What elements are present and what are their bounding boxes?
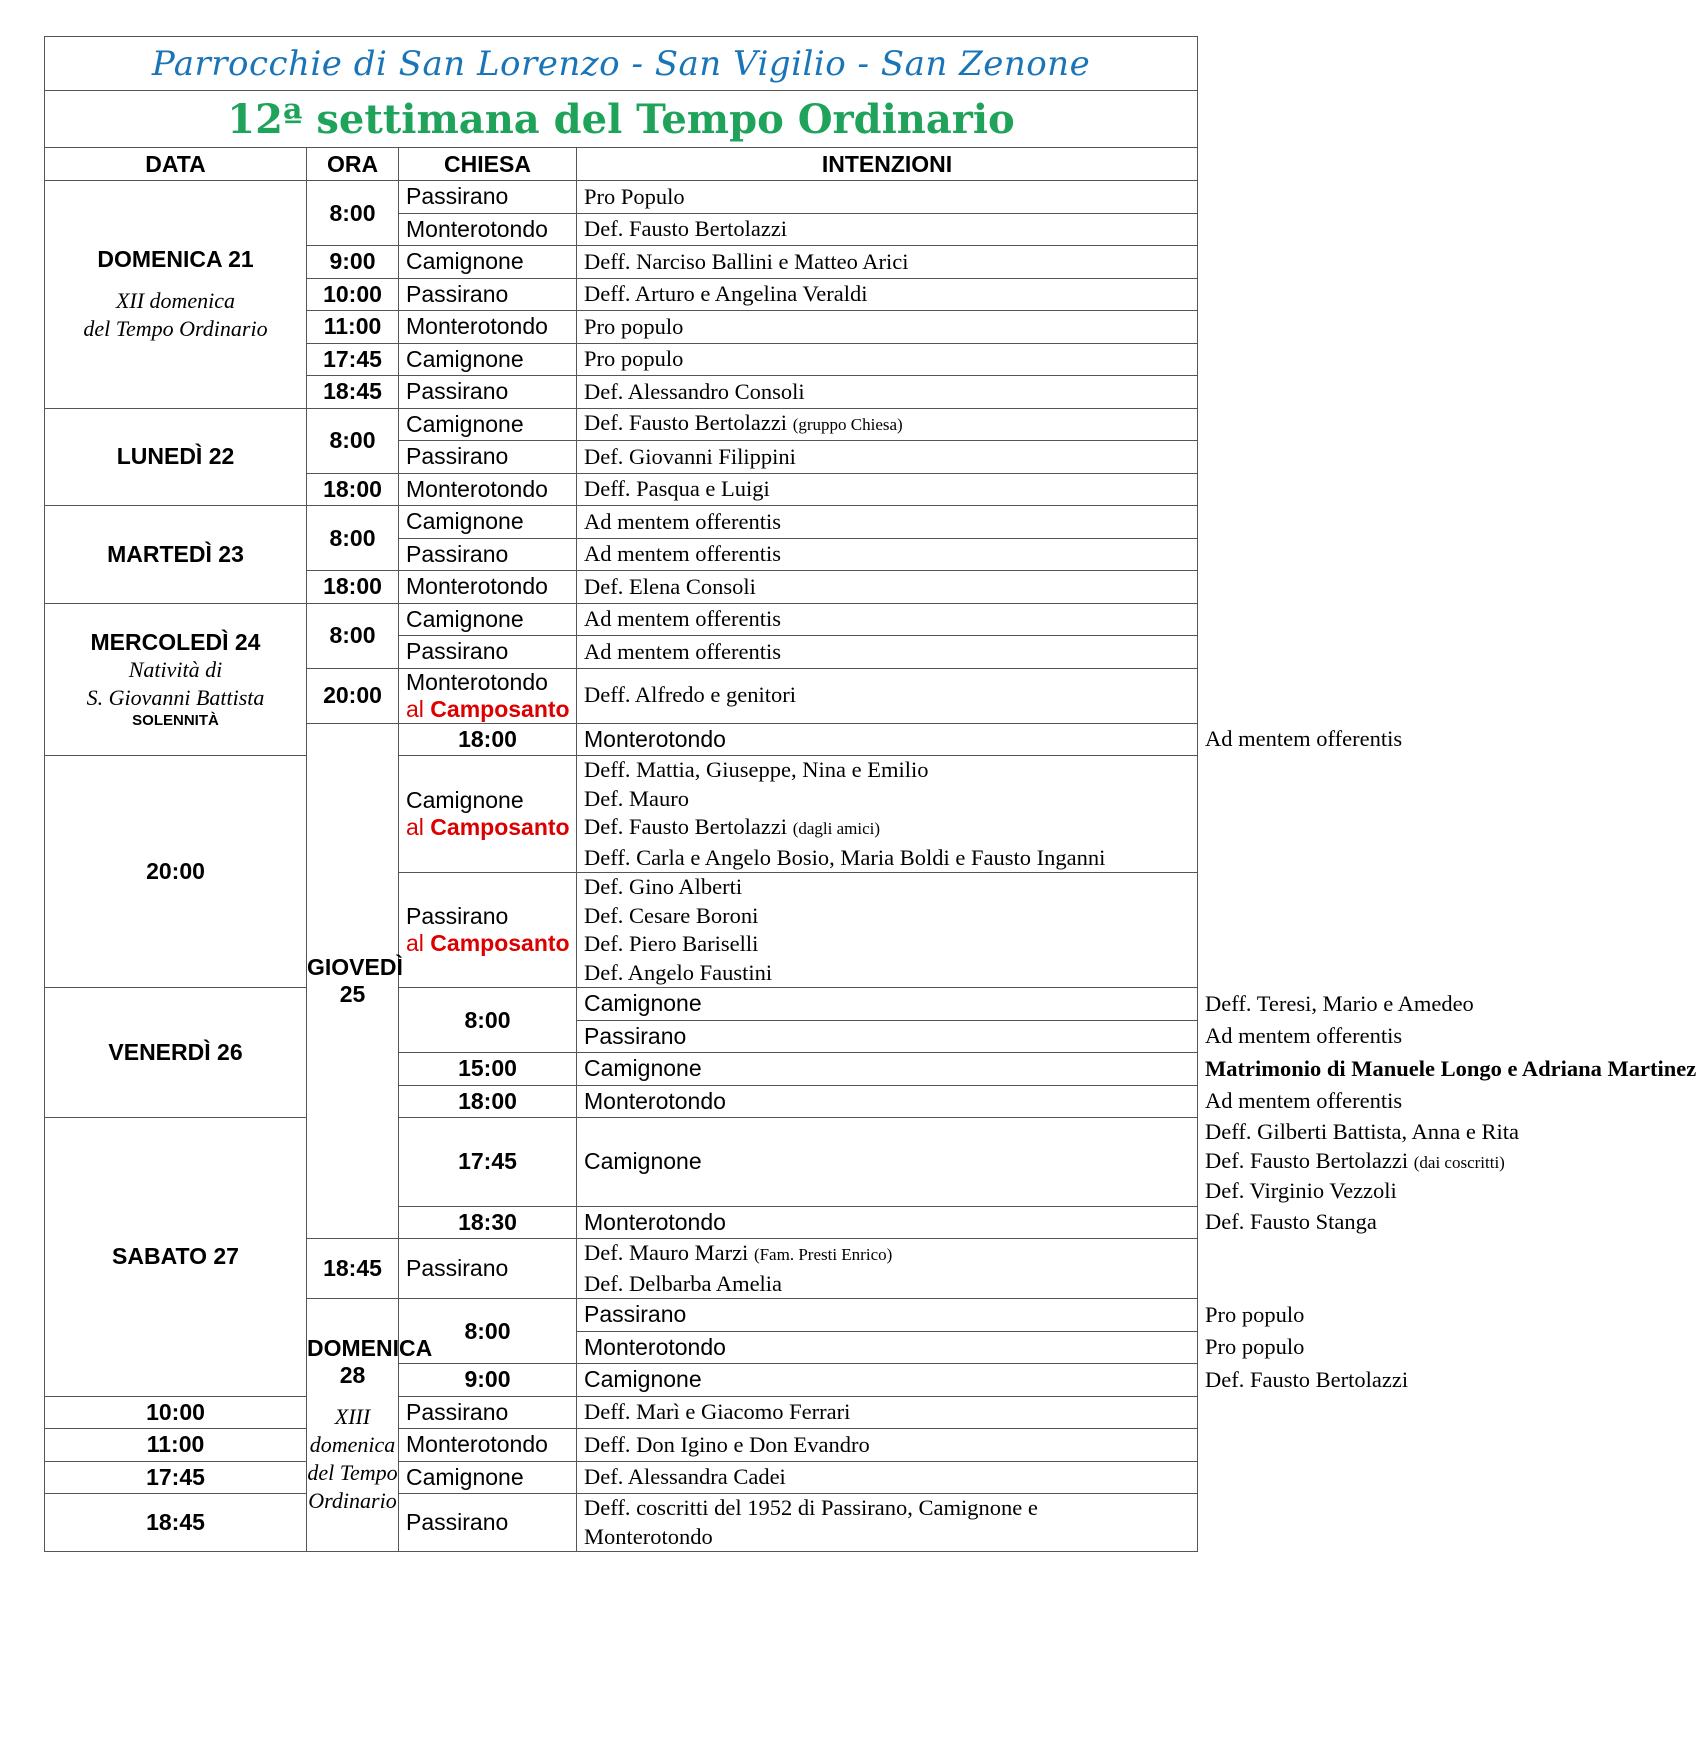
intention-text: Ad mentem offerentis [584,508,782,534]
church-name: Monterotondo [584,725,726,752]
church-cell [399,538,577,571]
intention-text: Def. Mauro [584,785,689,811]
mass-time: 18:00 [399,1085,577,1118]
church-name: Passirano [406,1255,509,1281]
schedule-row [45,603,1198,636]
intention-line [584,1494,1197,1523]
intention-donor-note: (gruppo Chiesa) [792,415,903,434]
day-name: DOMENICA 21 [97,245,254,272]
church-cell [399,278,577,311]
church-cell [577,1085,1198,1118]
schedule-row [45,1429,1198,1462]
schedule-row [45,988,1198,1021]
mass-time: 18:45 [307,376,399,409]
schedule-row [45,756,1198,873]
intention-line [584,785,1197,814]
church-cell [399,756,577,873]
mass-time: 8:00 [307,408,399,473]
mass-time: 20:00 [307,668,399,723]
intention-text: Deff. Alfredo e genitori [584,682,797,708]
day-name: GIOVEDÌ 25 [307,953,403,1007]
cemetery-word: Camposanto [430,814,570,840]
church-cell [577,1020,1198,1053]
mass-time: 10:00 [307,278,399,311]
church-name: Passirano [406,1398,509,1425]
church-cell [577,1118,1198,1207]
day-cell [45,988,307,1118]
intention-text: Def. Fausto Bertolazzi [1205,1147,1409,1173]
intentions-cell [577,756,1198,873]
intention-text: Deff. Mattia, Giuseppe, Nina e Emilio [584,757,929,782]
church-name: Passirano [406,638,509,665]
mass-time: 15:00 [399,1053,577,1086]
intention-line [584,844,1197,873]
intention-text: Def. Alessandra Cadei [584,1464,786,1489]
column-header-intentions: INTENZIONI [577,148,1198,181]
intention-text: Def. Fausto Bertolazzi [584,410,788,435]
cemetery-word: Camposanto [430,695,570,722]
mass-time: 8:00 [307,603,399,668]
intention-line [584,475,1197,504]
intention-text: Deff. coscritti del 1952 di Passirano, Camignone e [584,1495,1038,1520]
cemetery-prefix: al [406,930,424,956]
intention-line [584,409,1197,440]
intention-text: Deff. Teresi, Mario e Amedeo [1205,990,1474,1016]
intention-text: Ad mentem offerentis [584,541,782,566]
intentions-cell [577,246,1198,279]
church-cell [399,603,577,636]
day-cell [307,1299,433,1552]
day-spacer [45,273,306,287]
intention-line [584,1431,1197,1460]
church-name: Passirano [406,540,509,567]
cemetery-location [406,814,576,841]
intention-line [584,1270,1197,1299]
mass-time: 8:00 [307,506,399,571]
intention-text: Deff. Carla e Angelo Bosio, Maria Boldi e Fausto Inganni [584,844,1106,870]
day-cell [45,408,307,506]
church-cell [577,1299,1198,1332]
mass-time: 18:00 [399,723,577,756]
church-cell [399,246,577,279]
mass-time: 18:45 [307,1239,399,1299]
intention-text: Def. Delbarba Amelia [584,1270,783,1296]
intention-text: Def. Virginio Vezzoli [1205,1178,1397,1203]
intention-text: Deff. Marì e Giacomo Ferrari [584,1399,851,1424]
intention-text: Deff. Don Igino e Don Evandro [584,1431,870,1457]
intention-text: Def. Fausto Stanga [1205,1209,1377,1234]
intentions-cell [577,311,1198,344]
intention-line [584,443,1197,472]
church-name: Monterotondo [406,668,548,695]
church-name: Camignone [406,508,524,535]
intention-text: Monterotondo [584,1523,713,1549]
intention-text: Ad mentem offerentis [1205,1023,1403,1048]
liturgical-note: del Tempo Ordinario [307,1460,398,1513]
schedule-row [45,1494,1198,1552]
church-name: Passirano [406,378,509,405]
day-name: DOMENICA 28 [307,1335,433,1388]
intentions-cell [577,603,1198,636]
church-cell [399,1396,577,1429]
intention-line [584,508,1197,537]
intention-line [584,930,1197,959]
intention-text: Def. Fausto Bertolazzi [584,814,788,839]
intention-text: Deff. Pasqua e Luigi [584,476,770,501]
church-name: Passirano [406,443,509,470]
intentions-cell [577,571,1198,604]
church-name: Camignone [406,410,524,437]
church-name: Camignone [584,1366,702,1393]
day-cell [45,603,307,756]
day-name: MERCOLEDÌ 24 [90,629,261,656]
liturgical-note: XII domenica [115,287,236,313]
church-cell [399,873,577,988]
intention-line [584,280,1197,309]
schedule-row [45,506,1198,539]
day-name: SABATO 27 [112,1243,239,1270]
schedule-row [45,408,1198,441]
liturgical-note: XIII domenica [309,1404,396,1457]
intention-line [584,681,1197,710]
church-cell [399,571,577,604]
intention-line [584,638,1197,667]
church-name: Camignone [406,248,524,275]
mass-time: 9:00 [399,1364,577,1397]
church-cell [399,343,577,376]
intentions-cell [577,1461,1198,1494]
intention-text: Def. Cesare Boroni [584,902,759,928]
intention-line [584,313,1197,342]
intention-line [584,605,1197,634]
intention-text: Def. Fausto Bertolazzi [1205,1366,1409,1392]
mass-time: 9:00 [307,246,399,279]
intention-line [584,959,1197,988]
church-cell [399,473,577,506]
day-name: LUNEDÌ 22 [116,443,235,470]
intention-text: Ad mentem offerentis [1205,726,1403,751]
schedule-row [45,1396,1198,1429]
cemetery-prefix: al [406,695,424,722]
intentions-cell [577,668,1198,723]
church-cell [399,408,577,441]
day-name: MARTEDÌ 23 [107,540,244,567]
intention-text: Matrimonio di Manuele Longo e Adriana Martinez [1205,1055,1696,1081]
intentions-cell [577,1494,1198,1552]
intentions-cell [577,538,1198,571]
intention-donor-note: (dai coscritti) [1413,1152,1505,1172]
liturgical-note: S. Giovanni Battista [86,685,265,711]
church-name: Monterotondo [584,1208,726,1235]
church-cell [577,1206,1198,1239]
intention-line [584,1239,1197,1270]
intention-text: Def. Angelo Faustini [584,959,773,985]
church-name: Passirano [406,1509,509,1535]
intentions-cell [577,441,1198,474]
church-name: Monterotondo [406,215,548,242]
church-cell [577,723,1198,756]
day-cell [45,1118,307,1397]
cemetery-prefix: al [406,814,424,840]
intention-line [584,215,1197,244]
intention-text: Deff. Narciso Ballini e Matteo Arici [584,248,909,274]
cemetery-location [406,696,576,723]
church-name: Passirano [584,1301,687,1328]
liturgical-note: Natività di [128,657,223,683]
church-cell [577,1331,1198,1364]
intentions-cell [577,1429,1198,1462]
church-cell [399,668,577,723]
intention-text: Ad mentem offerentis [1205,1088,1403,1113]
intentions-cell [577,1239,1198,1299]
mass-time: 8:00 [399,1299,577,1364]
intention-donor-note: (dagli amici) [792,819,881,838]
church-name: Camignone [406,787,524,813]
church-cell [399,636,577,669]
intention-line [584,1398,1197,1427]
intention-text: Def. Alessandro Consoli [584,378,805,404]
church-cell [399,213,577,246]
intention-line [584,540,1197,569]
intention-text: Ad mentem offerentis [584,638,782,664]
schedule-row [45,181,1198,214]
church-cell [399,376,577,409]
intention-line [584,756,1197,785]
intention-line [584,183,1197,212]
church-name: Camignone [584,990,702,1017]
intention-line [584,873,1197,902]
mass-time: 17:45 [399,1118,577,1207]
intention-line [584,378,1197,407]
intentions-cell [577,873,1198,988]
mass-time: 18:30 [399,1206,577,1239]
column-header-time: ORA [307,148,399,181]
church-cell [399,506,577,539]
day-cell [307,723,403,1239]
intentions-cell [577,408,1198,441]
intention-text: Def. Fausto Bertolazzi [584,216,788,241]
intention-donor-note: (Fam. Presti Enrico) [753,1245,893,1264]
column-header-row [45,148,1198,181]
church-name: Passirano [584,1022,687,1049]
church-name: Monterotondo [406,573,548,600]
week-title-text: 12ª settimana del Tempo Ordinario [227,95,1015,143]
mass-time: 11:00 [307,311,399,344]
mass-time: 8:00 [307,181,399,246]
church-cell [399,1239,577,1299]
intentions-cell [577,1396,1198,1429]
intention-text: Pro populo [1205,1334,1305,1359]
mass-time: 18:00 [307,473,399,506]
church-cell [399,1429,577,1462]
church-name: Passirano [406,903,509,929]
intention-text: Pro Populo [584,183,685,209]
mass-time: 18:45 [45,1494,307,1552]
intention-line [584,1463,1197,1492]
intention-text: Def. Elena Consoli [584,573,756,599]
solemnity-badge: SOLENNITÀ [132,712,219,730]
parishes-banner: Parrocchie di San Lorenzo - San Vigilio - San Zenone [45,37,1198,91]
intention-line [584,902,1197,931]
liturgical-note: del Tempo Ordinario [83,315,268,341]
church-name: Monterotondo [584,1333,726,1360]
week-title [45,91,1198,148]
intention-text: Ad mentem offerentis [584,606,782,631]
intentions-cell [577,506,1198,539]
church-name: Camignone [406,345,524,372]
day-cell [45,181,307,409]
church-cell [577,1053,1198,1086]
intention-text: Pro populo [1205,1301,1305,1327]
day-name: VENERDÌ 26 [108,1039,243,1065]
church-name: Camignone [406,605,524,632]
intention-line [584,813,1197,844]
intention-line [584,345,1197,374]
mass-time: 18:00 [307,571,399,604]
intention-text: Def. Piero Bariselli [584,931,759,956]
day-spacer [307,1389,398,1403]
church-name: Camignone [584,1148,702,1175]
intention-line [584,573,1197,602]
church-cell [399,441,577,474]
mass-time: 10:00 [45,1396,307,1429]
church-cell [399,1461,577,1494]
church-name: Passirano [406,183,509,210]
day-cell [45,506,307,604]
mass-schedule-table [44,36,1696,1552]
church-cell [399,181,577,214]
church-name: Monterotondo [406,475,548,502]
intentions-cell [577,636,1198,669]
intentions-cell [577,213,1198,246]
column-header-date: DATA [45,148,307,181]
church-name: Monterotondo [406,313,548,340]
church-cell [577,1364,1198,1397]
church-name: Monterotondo [406,1431,548,1458]
mass-time: 11:00 [45,1429,307,1462]
schedule-row [45,1118,1198,1207]
schedule-row [45,1461,1198,1494]
church-name: Monterotondo [584,1087,726,1114]
cemetery-location [406,930,576,957]
intention-text: Pro populo [584,313,684,339]
intentions-cell [577,181,1198,214]
mass-time: 20:00 [45,756,307,988]
church-name: Passirano [406,280,509,307]
mass-time: 17:45 [45,1461,307,1494]
church-name: Camignone [406,1463,524,1490]
intention-line [584,1523,1197,1552]
mass-time: 8:00 [399,988,577,1053]
church-cell [399,1494,577,1552]
intention-text: Deff. Arturo e Angelina Veraldi [584,281,868,306]
intentions-cell [577,376,1198,409]
intention-text: Deff. Gilberti Battista, Anna e Rita [1205,1119,1519,1144]
intention-text: Def. Gino Alberti [584,874,743,899]
schedule-body [45,37,1696,1552]
intention-text: Pro populo [584,346,684,371]
church-name: Camignone [584,1055,702,1082]
intention-line [584,248,1197,277]
mass-time: 17:45 [307,343,399,376]
intentions-cell [577,278,1198,311]
intention-text: Def. Giovanni Filippini [584,443,796,469]
church-cell [577,988,1198,1021]
intention-text: Def. Mauro Marzi [584,1240,749,1265]
column-header-church: CHIESA [399,148,577,181]
intentions-cell [577,473,1198,506]
intentions-cell [577,343,1198,376]
church-cell [399,311,577,344]
cemetery-word: Camposanto [430,930,570,956]
